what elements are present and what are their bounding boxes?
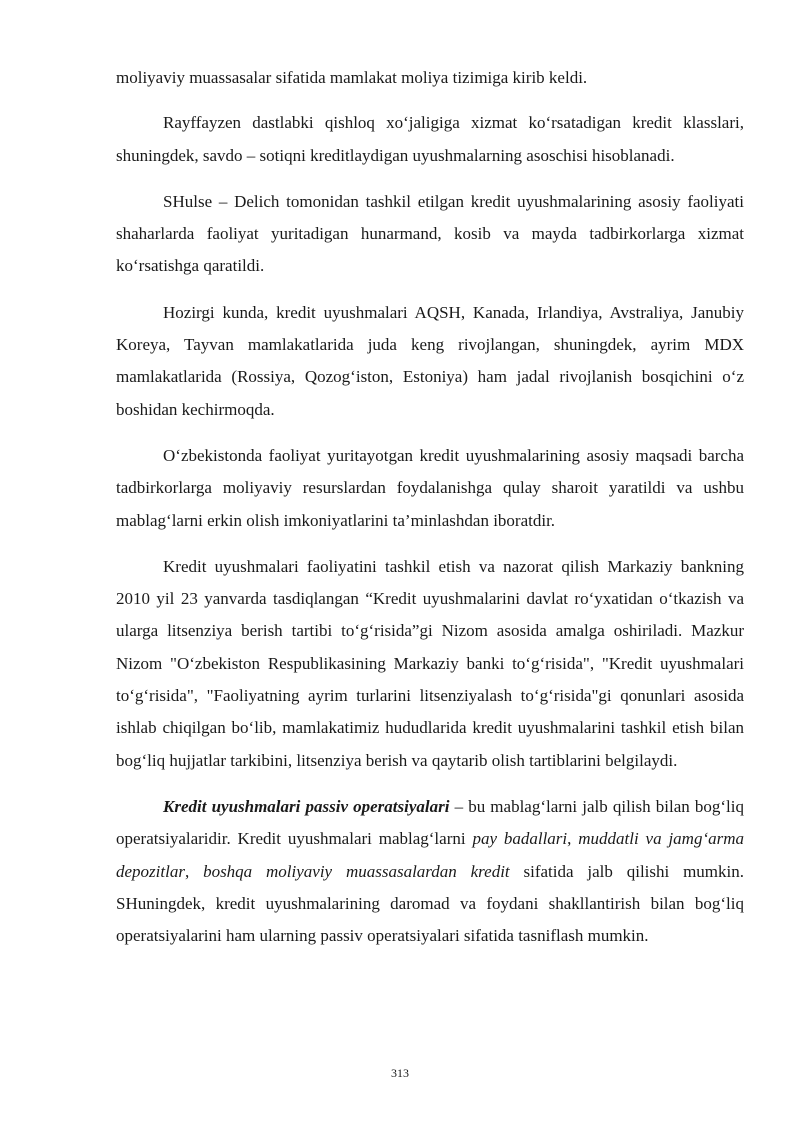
- paragraph-nizom: Kredit uyushmalari faoliyatini tashkil etish va nazorat qilish Markaziy bankning 2010 yil 23 yanvarda tasdiqlangan “Kredit uyushmalarini davlat ro‘yxatidan o‘tkazish va ularga litsenziya berish tartibi to‘g‘risida”gi Nizom asosida amalga oshiriladi. Mazkur Nizom "O‘zbekiston Respublikasining Markaziy banki to‘g‘risida", "Kredit uyushmalari to‘g‘risida", "Faoliyatning ayrim turlarini litsenziyalash to‘g‘risida"gi qonunlari asosida ishlab chiqilgan bo‘lib, mamlakatimiz hududlarida kredit uyushmalarini tashkil etish bilan bog‘liq hujjatlar tarkibini, litsenziya berish va qaytarib olish tartiblarini belgilaydi.: [116, 556, 744, 770]
- paragraph-uzbekistonda: O‘zbekistonda faoliyat yuritayotgan kredit uyushmalarining asosiy maqsadi barcha tadbirkorlarga moliyaviy resurslardan foydalanishga qulay sharoit yaratildi va ushbu mablag‘larni erkin olish imkoniyatlarini ta’minlashdan iboratdir.: [116, 445, 744, 530]
- paragraph-text-part: sifatida jalb qilishi mumkin. SHuningdek, kredit uyushmalarining daromad va foydani shakllantirish bilan bog‘liq operatsiyalarini ham ularning passiv operatsiyalari sifatida tasniflash mumkin.: [116, 861, 744, 946]
- paragraph-text-part: – bu mablag‘larni jalb qilish bilan bog‘liq operatsiyalaridir. Kredit uyushmalari mablag‘larni: [116, 796, 745, 849]
- paragraph-passiv-operatsiyalar: [116, 791, 744, 952]
- separator: ,: [184, 861, 204, 881]
- italic-term-pay-badallari: pay badallari: [472, 829, 568, 849]
- paragraph-continuation: moliyaviy muassasalar sifatida mamlakat moliya tizimiga kirib keldi.: [116, 68, 588, 87]
- defined-term: Kredit uyushmalari passiv operatsiyalari: [163, 796, 450, 816]
- paragraph-hozirgi-kunda: Hozirgi kunda, kredit uyushmalari AQSH, Kanada, Irlandiya, Avstraliya, Janubiy Koreya, Tayvan mamlakatlarida juda keng rivojlangan, shuningdek, ayrim MDX mamlakatlarida (Rossiya, Qozog‘iston, Estoniya) ham jadal rivojlanish bosqichini o‘z boshidan kechirmoqda.: [116, 302, 744, 419]
- page-number: 313: [391, 1066, 409, 1080]
- paragraph-shulse-delich: SHulse – Delich tomonidan tashkil etilgan kredit uyushmalarining asosiy faoliyati shaharlarda faoliyat yuritadigan hunarmand, kosib va mayda tadbirkorlarga xizmat ko‘rsatishga qaratildi.: [116, 191, 744, 276]
- italic-term-depozitlar: muddatli va jamg‘arma depozitlar: [116, 829, 745, 881]
- italic-term-kredit: boshqa moliyaviy muassasalardan kredit: [203, 861, 510, 881]
- separator: ,: [567, 829, 579, 849]
- document-body: [116, 62, 744, 966]
- paragraph-rayffayzen: Rayffayzen dastlabki qishloq xo‘jaligiga xizmat ko‘rsatadigan kredit klasslari, shuningdek, savdo – sotiqni kreditlaydigan uyushmalarning asoschisi hisoblanadi.: [116, 113, 744, 165]
